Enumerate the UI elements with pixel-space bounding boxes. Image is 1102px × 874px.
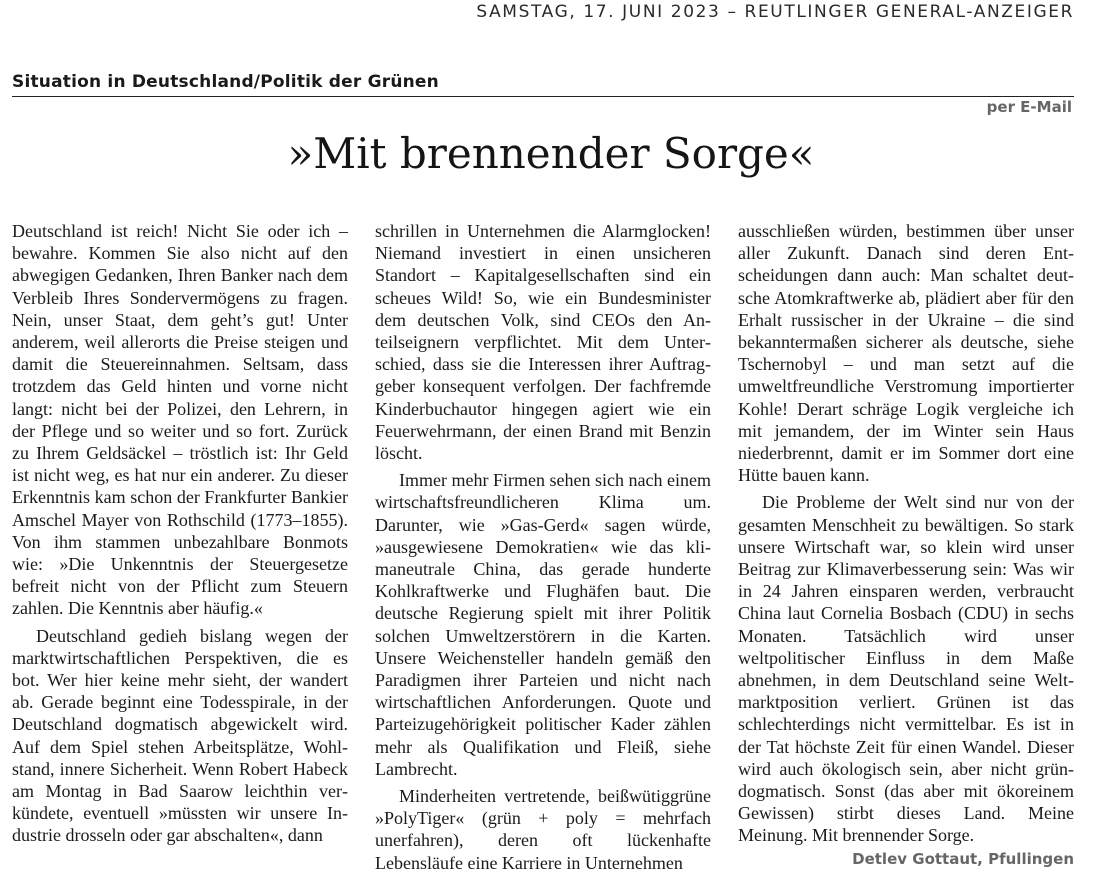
paragraph: Deutschland gedieh bislang wegen der marktwirtschaftlichen Perspektiven, die es bot. Wer hier keine mehr sieht, der wandert ab. Gerade beginnt eine Todesspirale, in der Deutschland dogmatisch abgewickelt wird. Auf dem Spiel stehen Arbeitsplätze, Wohlstand, innere Sicherheit. Wenn Robert Habeck am Montag in Bad Saarow leichthin verkündete, eventuell »müssten wir unsere Industrie drosseln oder gar abschalten«, dann bbox=[12, 625, 348, 846]
dateline: SAMSTAG, 17. JUNI 2023 – REUTLINGER GENERAL-ANZEIGER bbox=[476, 2, 1074, 22]
column-3 bbox=[738, 220, 1074, 870]
author-signature: Detlev Gottaut, Pfullingen bbox=[852, 849, 1074, 868]
paragraph: Minderheiten vertretende, beißwütiggrüne »PolyTiger« (grün + poly = mehrfach unerfahren), deren oft lückenhafte Lebensläufe eine Karriere in Unternehmen bbox=[375, 786, 711, 873]
section-rule bbox=[12, 96, 1074, 97]
paragraph: Immer mehr Firmen sehen sich nach einem wirtschaftsfreundlicheren Klima um. Darunter, wie »Gas-Gerd« sagen würde, »ausgewiesene Demokratien« wie das klimaneutrale China, das gerade hunderte Kohlkraftwerke und Flughäfen baut. Die deutsche Regierung spielt mit ihrer Politik solchen Umweltzerstörern in die Karten. Unsere Weichensteller handeln gemäß den Paradigmen ihrer Parteien und nicht nach wirtschaftlichen Anforderungen. Quote und Parteizugehörigkeit politischer Kader zählen mehr als Qualifikation und Fleiß, siehe Lambrecht. bbox=[375, 470, 711, 779]
column-2 bbox=[375, 220, 711, 874]
paragraph: schrillen in Unternehmen die Alarmglocken! Niemand investiert in einen unsicheren Standort – Kapitalgesellschaften sind ein scheues Wild! So, wie ein Bundesminister dem deutschen Volk, sind CEOs den Anteilseignern verpflichtet. Mit dem Unterschied, dass sie die Interessen ihrer Auftraggeber konsequent verfolgen. Der fachfremde Kinderbuchautor hingegen agiert wie ein Feuerwehrmann, der einen Brand mit Benzin löscht. bbox=[375, 221, 711, 464]
paragraph: ausschließen würden, bestimmen über unser aller Zukunft. Danach sind deren Entscheidungen dann auch: Man schaltet deutsche Atomkraftwerke ab, plädiert aber für den Erhalt russischer in der Ukraine – die sind bekanntermaßen sicherer als deutsche, siehe Tschernobyl – und man setzt auf die umweltfreundliche Verstromung importierter Kohle! Derart schräge Logik vergleiche ich mit jemandem, der im Winter sein Haus niederbrennt, damit er im Sommer dort eine Hütte bauen kann. bbox=[738, 221, 1074, 486]
paragraph: Die Probleme der Welt sind nur von der gesamten Menschheit zu bewältigen. So stark unsere Wirtschaft war, so klein wird unser Beitrag zur Klimaverbesserung sein: Was wir in 24 Jahren einsparen werden, verbraucht China laut Cornelia Bosbach (CDU) in sechs Monaten. Tatsächlich wird unser weltpolitischer Einfluss in dem Maße abnehmen, in dem Deutschland seine Weltmarktposition verliert. Grünen ist das schlechterdings nicht vermittelbar. Es ist in der Tat höchste Zeit für einen Wandel. Dieser wird auch ökologisch sein, aber nicht grün-dogmatisch. Sonst (das aber mit ökoreinem Gewissen) stirbt dieses Land. Meine Meinung. Mit brennender Sorge. bbox=[738, 492, 1074, 846]
submission-channel: per E-Mail bbox=[986, 98, 1072, 116]
column-1 bbox=[12, 220, 348, 847]
paragraph: Deutschland ist reich! Nicht Sie oder ich – bewahre. Kommen Sie also nicht auf den abwegigen Gedanken, Ihren Banker nach dem Verbleib Ihres Sondervermögens zu fragen. Nein, unser Staat, dem geht’s gut! Unter anderem, weil allerorts die Preise steigen und damit die Steuereinnahmen. Seltsam, dass trotzdem das Geld hinten und vorne nicht langt: nicht bei der Polizei, den Lehrern, in der Pflege und so weiter und so fort. Zurück zu Ihrem Geldsäckel – tröstlich ist: Ihr Geld ist nicht weg, es hat nur ein anderer. Zu dieser Erkenntnis kam schon der Frankfurter Bankier Amschel Mayer von Rothschild (1773–1855). Von ihm stammen unbezahlbare Bonmots wie: »Die Unkenntnis der Steuergesetze befreit nicht von der Pflicht zum Steuern zahlen. Die Kenntnis aber häufig.« bbox=[12, 221, 348, 619]
headline: »Mit brennender Sorge« bbox=[287, 129, 815, 178]
section-heading: Situation in Deutschland/Politik der Grünen bbox=[12, 72, 439, 92]
